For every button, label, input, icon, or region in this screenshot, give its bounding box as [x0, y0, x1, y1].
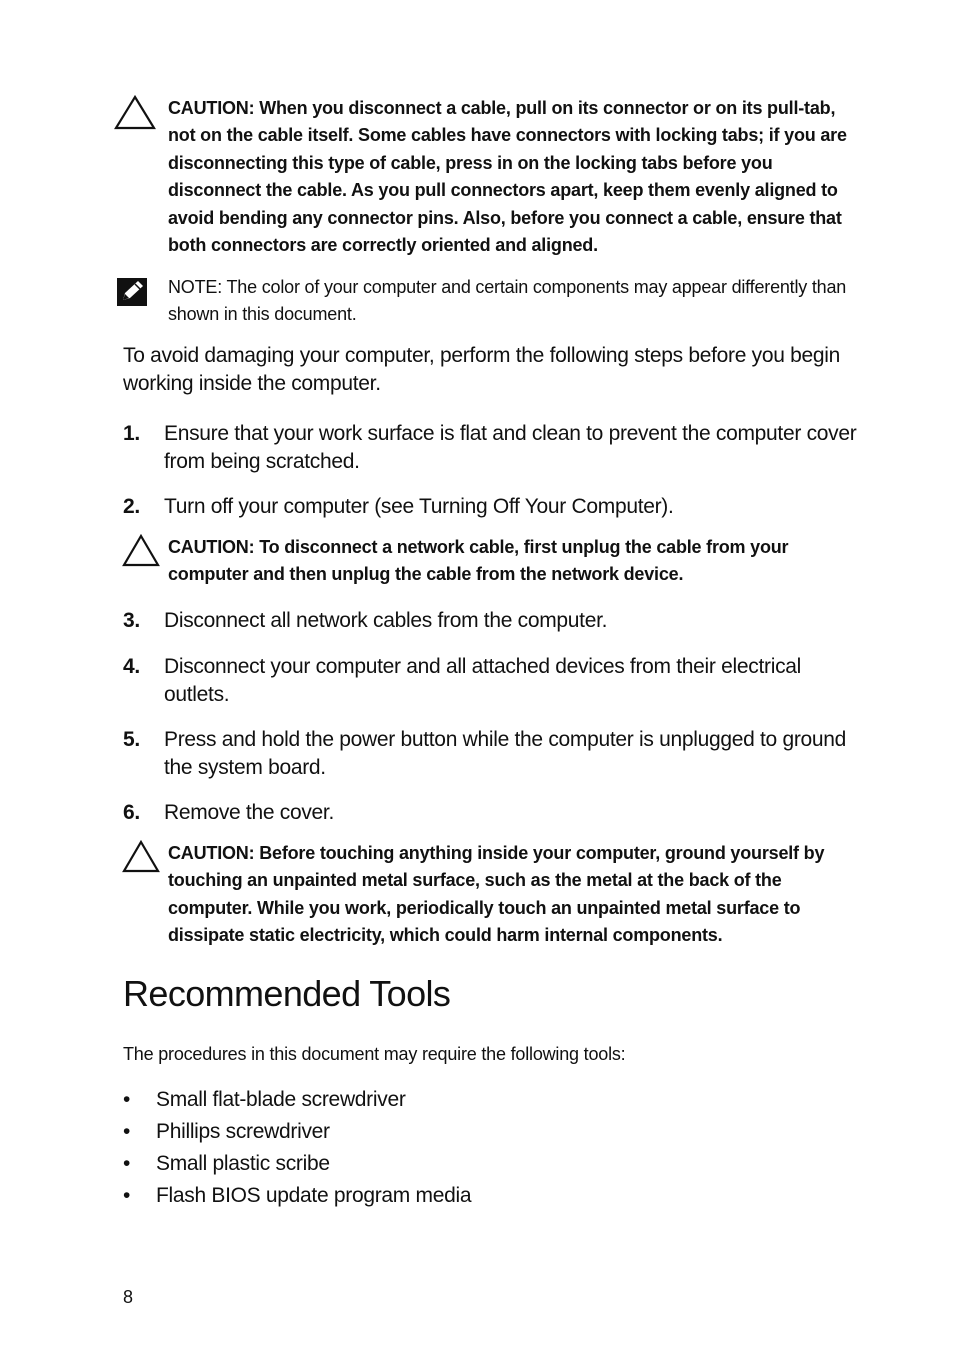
- step-text: Remove the cover.: [164, 801, 334, 824]
- caution-triangle-icon: [113, 95, 157, 136]
- caution-text: [168, 95, 858, 259]
- step-number: 2.: [123, 495, 140, 518]
- step-text: Turn off your computer (see Turning Off Your Computer).: [164, 495, 674, 518]
- caution-triangle-icon: [121, 534, 161, 573]
- caution-notice: [121, 534, 858, 589]
- step-number: 5.: [123, 728, 140, 751]
- step-item: [123, 607, 863, 635]
- caution-text: [168, 534, 858, 589]
- step-text: Ensure that your work surface is flat and clean to prevent the computer cover from being scratched.: [164, 422, 857, 473]
- step-item: [123, 653, 863, 708]
- bullet: •: [123, 1088, 131, 1111]
- note-notice: [113, 274, 858, 329]
- section-intro: The procedures in this document may require the following tools:: [123, 1044, 626, 1064]
- step-number: 4.: [123, 655, 140, 678]
- page-number: 8: [123, 1287, 134, 1307]
- note-text: [168, 274, 858, 329]
- list-item: [123, 1150, 471, 1182]
- list-item: [123, 1118, 471, 1150]
- step-item: [123, 493, 863, 521]
- step-item: [123, 726, 863, 781]
- note-pencil-icon: [117, 278, 147, 311]
- bullet: •: [123, 1152, 131, 1175]
- bullet: •: [123, 1184, 131, 1207]
- caution-triangle-icon: [121, 840, 161, 879]
- caution-text: [168, 840, 858, 950]
- step-number: 1.: [123, 422, 140, 445]
- caution-notice: [113, 95, 858, 259]
- step-item: [123, 799, 863, 827]
- list-item: [123, 1182, 471, 1214]
- tools-list: [123, 1086, 471, 1214]
- step-text: Press and hold the power button while the computer is unplugged to ground the system board.: [164, 728, 847, 779]
- caution-label: CAUTION:: [168, 537, 255, 557]
- caution-notice: [121, 840, 858, 950]
- caution-body: To disconnect a network cable, first unplug the cable from your computer and then unplug the cable from the network device.: [168, 537, 789, 585]
- step-number: 3.: [123, 609, 140, 632]
- tool-name: Flash BIOS update program media: [156, 1184, 472, 1207]
- tool-name: Phillips screwdriver: [156, 1120, 330, 1143]
- list-item: [123, 1086, 471, 1118]
- note-body: The color of your computer and certain components may appear differently than shown in this document.: [168, 277, 847, 325]
- intro-paragraph: To avoid damaging your computer, perform the following steps before you begin working inside the computer.: [123, 344, 840, 395]
- caution-label: CAUTION:: [168, 98, 255, 118]
- caution-body: Before touching anything inside your computer, ground yourself by touching an unpainted metal surface, such as the metal at the back of the computer. While you work, periodically touch an unpainted metal surface to dissipate static electricity, which could harm internal components.: [168, 843, 825, 946]
- step-item: [123, 420, 863, 475]
- step-text: Disconnect your computer and all attached devices from their electrical outlets.: [164, 655, 802, 706]
- section-heading: Recommended Tools: [123, 973, 451, 1014]
- step-number: 6.: [123, 801, 140, 824]
- tool-name: Small plastic scribe: [156, 1152, 330, 1175]
- caution-body: When you disconnect a cable, pull on its connector or on its pull-tab, not on the cable itself. Some cables have connectors with locking tabs; if you are disconnecting this type of cable, press in on the locking tabs before you disconnect the cable. As you pull connectors apart, keep them evenly aligned to avoid bending any connector pins. Also, before you connect a cable, ensure that both connectors are correctly oriented and aligned.: [168, 98, 847, 256]
- note-label: NOTE:: [168, 277, 223, 297]
- step-text: Disconnect all network cables from the computer.: [164, 609, 608, 632]
- bullet: •: [123, 1120, 131, 1143]
- tool-name: Small flat-blade screwdriver: [156, 1088, 406, 1111]
- caution-label: CAUTION:: [168, 843, 255, 863]
